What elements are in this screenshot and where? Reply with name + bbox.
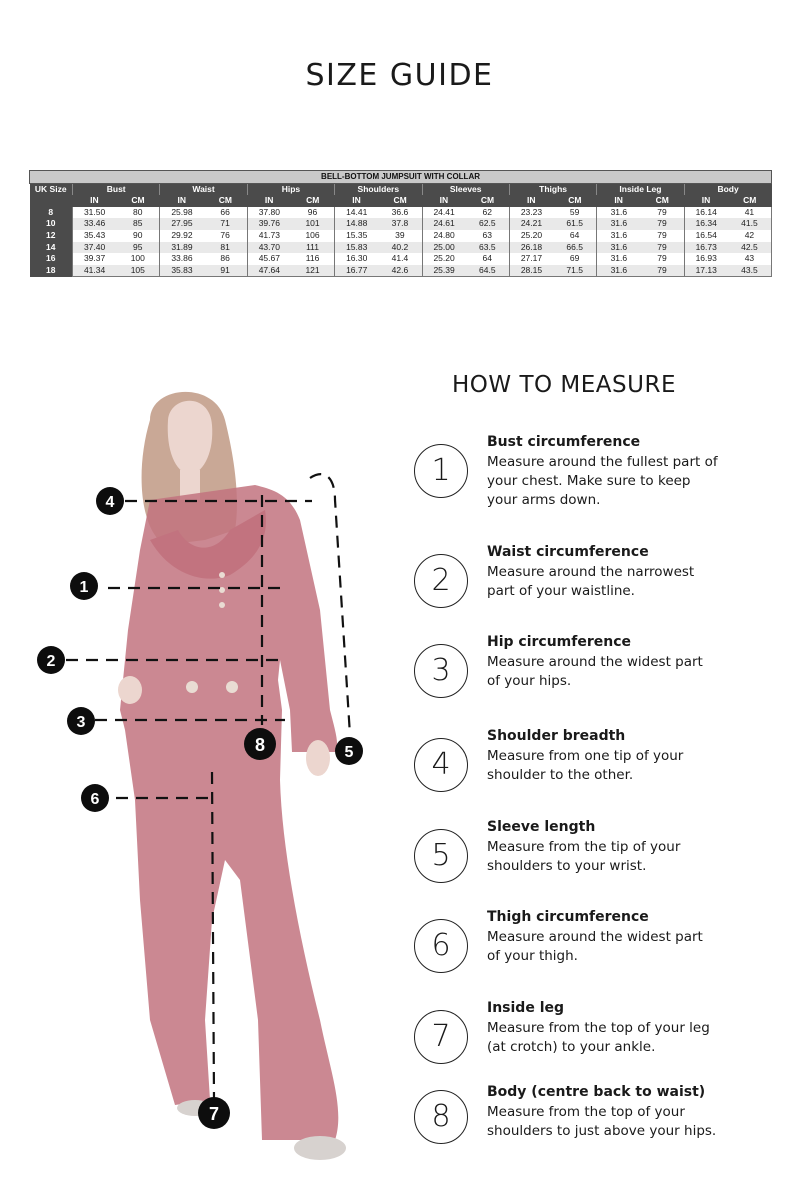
- group-header: Waist: [160, 183, 247, 195]
- table-cell: 16.14: [684, 207, 728, 219]
- table-cell: 96: [291, 207, 335, 219]
- step-description: Measure around the widest part of your hips.: [487, 654, 703, 689]
- step-number-circle: 4: [414, 738, 468, 792]
- size-cell: 10: [30, 218, 73, 230]
- model-figure: [0, 380, 410, 1190]
- table-cell: 31.6: [597, 265, 641, 277]
- step-heading: Hip circumference: [487, 634, 632, 650]
- marker-5: [335, 737, 363, 765]
- step-number-circle: 2: [414, 554, 468, 608]
- group-header: Thighs: [509, 183, 596, 195]
- table-cell: 25.39: [422, 265, 466, 277]
- group-header: Inside Leg: [597, 183, 684, 195]
- marker-label: 5: [344, 744, 354, 761]
- unit-header: IN: [422, 195, 466, 207]
- table-cell: 27.95: [160, 218, 204, 230]
- table-row: [30, 265, 772, 277]
- marker-3: [67, 707, 95, 735]
- table-cell: 31.89: [160, 242, 204, 254]
- table-cell: 26.18: [509, 242, 553, 254]
- step-heading: Sleeve length: [487, 819, 596, 835]
- step-heading: Body (centre back to waist): [487, 1084, 706, 1100]
- table-cell: 79: [640, 242, 684, 254]
- unit-header: CM: [553, 195, 597, 207]
- table-cell: 27.17: [509, 253, 553, 265]
- group-header: Body: [684, 183, 771, 195]
- table-cell: 42.6: [378, 265, 422, 277]
- size-cell: 16: [30, 253, 73, 265]
- table-cell: 43.70: [247, 242, 291, 254]
- step-heading: Waist circumference: [487, 544, 649, 560]
- step-number-circle: 7: [414, 1010, 468, 1064]
- table-row: [30, 207, 772, 219]
- step-description: Measure from the top of your shoulders to just above your hips.: [487, 1104, 717, 1139]
- step-heading: Inside leg: [487, 1000, 565, 1016]
- table-cell: 79: [640, 230, 684, 242]
- table-cell: 45.67: [247, 253, 291, 265]
- table-cell: 24.80: [422, 230, 466, 242]
- table-cell: 63: [466, 230, 510, 242]
- step-number-circle: 6: [414, 919, 468, 973]
- table-cell: 69: [553, 253, 597, 265]
- table-cell: 31.6: [597, 218, 641, 230]
- table-cell: 14.41: [335, 207, 379, 219]
- table-cell: 91: [204, 265, 248, 277]
- size-cell: 12: [30, 230, 73, 242]
- table-cell: 64: [553, 230, 597, 242]
- table-cell: 31.6: [597, 207, 641, 219]
- table-cell: 79: [640, 218, 684, 230]
- table-cell: 62: [466, 207, 510, 219]
- shoe: [294, 1136, 346, 1160]
- table-cell: 16.30: [335, 253, 379, 265]
- table-cell: 66: [204, 207, 248, 219]
- table-cell: 35.83: [160, 265, 204, 277]
- how-to-measure-title: HOW TO MEASURE: [452, 372, 676, 398]
- table-cell: 35.43: [73, 230, 117, 242]
- step-number-circle: 5: [414, 829, 468, 883]
- table-cell: 39: [378, 230, 422, 242]
- table-cell: 61.5: [553, 218, 597, 230]
- size-cell: 8: [30, 207, 73, 219]
- group-header: Bust: [73, 183, 160, 195]
- marker-label: 2: [46, 653, 56, 670]
- step-heading: Bust circumference: [487, 434, 641, 450]
- table-cell: 41.73: [247, 230, 291, 242]
- table-cell: 59: [553, 207, 597, 219]
- table-cell: 40.2: [378, 242, 422, 254]
- table-cell: 37.40: [73, 242, 117, 254]
- table-cell: 41.34: [73, 265, 117, 277]
- unit-header: IN: [684, 195, 728, 207]
- table-cell: 106: [291, 230, 335, 242]
- size-table: [29, 170, 772, 277]
- table-cell: 64.5: [466, 265, 510, 277]
- table-cell: 16.34: [684, 218, 728, 230]
- step-description: Measure around the widest part of your thigh.: [487, 929, 703, 964]
- table-cell: 79: [640, 265, 684, 277]
- table-cell: 39.37: [73, 253, 117, 265]
- table-cell: 62.5: [466, 218, 510, 230]
- unit-header: IN: [73, 195, 117, 207]
- table-cell: 100: [116, 253, 160, 265]
- table-cell: 76: [204, 230, 248, 242]
- table-cell: 31.6: [597, 230, 641, 242]
- table-cell: 29.92: [160, 230, 204, 242]
- table-row: [30, 218, 772, 230]
- button: [219, 572, 225, 578]
- unit-header: IN: [160, 195, 204, 207]
- step-description: Measure from the tip of your shoulders to your wrist.: [487, 839, 681, 874]
- group-header: Hips: [247, 183, 334, 195]
- model-illustration: [0, 380, 410, 1190]
- table-cell: 111: [291, 242, 335, 254]
- step-description: Measure from one tip of your shoulder to the other.: [487, 748, 684, 783]
- step-heading: Thigh circumference: [487, 909, 649, 925]
- marker-1: [70, 572, 98, 600]
- unit-header: CM: [116, 195, 160, 207]
- hand: [306, 740, 330, 776]
- table-cell: 39.76: [247, 218, 291, 230]
- table-cell: 28.15: [509, 265, 553, 277]
- table-cell: 37.80: [247, 207, 291, 219]
- table-cell: 79: [640, 253, 684, 265]
- group-header: Sleeves: [422, 183, 509, 195]
- hand: [118, 676, 142, 704]
- table-cell: 25.98: [160, 207, 204, 219]
- marker-label: 4: [105, 494, 115, 511]
- table-cell: 25.20: [422, 253, 466, 265]
- marker-label: 8: [254, 735, 266, 755]
- step-description: Measure from the top of your leg (at crotch) to your ankle.: [487, 1020, 710, 1055]
- table-cell: 116: [291, 253, 335, 265]
- table-cell: 16.93: [684, 253, 728, 265]
- table-cell: 14.88: [335, 218, 379, 230]
- unit-header: IN: [335, 195, 379, 207]
- table-cell: 36.6: [378, 207, 422, 219]
- table-cell: 23.23: [509, 207, 553, 219]
- button: [219, 602, 225, 608]
- size-cell: 14: [30, 242, 73, 254]
- table-cell: 95: [116, 242, 160, 254]
- unit-header: CM: [466, 195, 510, 207]
- table-cell: 24.41: [422, 207, 466, 219]
- table-cell: 41.4: [378, 253, 422, 265]
- table-cell: 33.86: [160, 253, 204, 265]
- unit-header: IN: [597, 195, 641, 207]
- table-cell: 71.5: [553, 265, 597, 277]
- jumpsuit: [120, 485, 338, 1140]
- table-cell: 79: [640, 207, 684, 219]
- table-cell: 85: [116, 218, 160, 230]
- table-row: [30, 253, 772, 265]
- group-header: Shoulders: [335, 183, 422, 195]
- step-heading: Shoulder breadth: [487, 728, 626, 744]
- unit-header: CM: [291, 195, 335, 207]
- marker-label: 1: [79, 579, 89, 596]
- page-title: SIZE GUIDE: [305, 58, 494, 93]
- unit-blank: [30, 195, 73, 207]
- unit-header: CM: [728, 195, 772, 207]
- marker-4: [96, 487, 124, 515]
- table-cell: 86: [204, 253, 248, 265]
- marker-8: [244, 728, 276, 760]
- step-number-circle: 1: [414, 444, 468, 498]
- button: [226, 681, 238, 693]
- marker-label: 7: [208, 1104, 220, 1124]
- table-cell: 43.5: [728, 265, 772, 277]
- marker-7: [198, 1097, 230, 1129]
- table-cell: 16.73: [684, 242, 728, 254]
- step-number-circle: 8: [414, 1090, 468, 1144]
- step-number-circle: 3: [414, 644, 468, 698]
- size-header: UK Size: [30, 183, 73, 195]
- table-cell: 80: [116, 207, 160, 219]
- table-cell: 47.64: [247, 265, 291, 277]
- step-description: Measure around the fullest part of your chest. Make sure to keep your arms down.: [487, 454, 718, 508]
- marker-2: [37, 646, 65, 674]
- table-cell: 31.6: [597, 242, 641, 254]
- table-cell: 41.5: [728, 218, 772, 230]
- unit-row: [30, 195, 772, 207]
- table-caption: BELL-BOTTOM JUMPSUIT WITH COLLAR: [30, 171, 772, 184]
- unit-header: CM: [378, 195, 422, 207]
- table-cell: 17.13: [684, 265, 728, 277]
- table-cell: 42: [728, 230, 772, 242]
- table-cell: 71: [204, 218, 248, 230]
- table-cell: 33.46: [73, 218, 117, 230]
- unit-header: CM: [204, 195, 248, 207]
- table-row: [30, 242, 772, 254]
- button: [186, 681, 198, 693]
- table-cell: 16.77: [335, 265, 379, 277]
- step-description: Measure around the narrowest part of your waistline.: [487, 564, 695, 599]
- unit-header: CM: [640, 195, 684, 207]
- table-cell: 66.5: [553, 242, 597, 254]
- table-cell: 81: [204, 242, 248, 254]
- table-cell: 43: [728, 253, 772, 265]
- table-cell: 16.54: [684, 230, 728, 242]
- table-cell: 25.20: [509, 230, 553, 242]
- marker-6: [81, 784, 109, 812]
- table-cell: 121: [291, 265, 335, 277]
- table-cell: 24.61: [422, 218, 466, 230]
- table-cell: 31.50: [73, 207, 117, 219]
- table-cell: 105: [116, 265, 160, 277]
- table-row: [30, 230, 772, 242]
- table-cell: 42.5: [728, 242, 772, 254]
- table-cell: 63.5: [466, 242, 510, 254]
- table-cell: 41: [728, 207, 772, 219]
- table-cell: 64: [466, 253, 510, 265]
- unit-header: IN: [247, 195, 291, 207]
- table-cell: 24.21: [509, 218, 553, 230]
- table-cell: 15.35: [335, 230, 379, 242]
- table-cell: 101: [291, 218, 335, 230]
- table-cell: 90: [116, 230, 160, 242]
- size-cell: 18: [30, 265, 73, 277]
- table-cell: 25.00: [422, 242, 466, 254]
- marker-label: 3: [76, 714, 86, 731]
- table-cell: 15.83: [335, 242, 379, 254]
- table-cell: 37.8: [378, 218, 422, 230]
- marker-label: 6: [90, 791, 100, 808]
- table-cell: 31.6: [597, 253, 641, 265]
- unit-header: IN: [509, 195, 553, 207]
